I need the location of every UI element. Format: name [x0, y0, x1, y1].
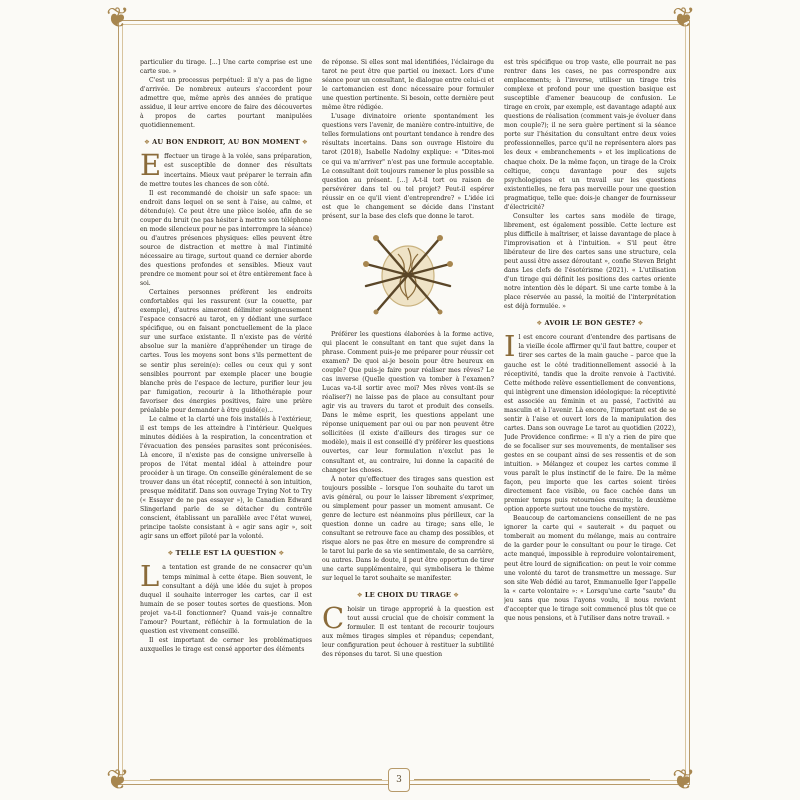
corner-flourish-icon: ❦: [672, 1, 696, 34]
drop-cap: E: [140, 148, 162, 183]
paragraph: Certaines personnes préfèrent les endroits confortables qui les rassurent (sur la couette, par exemple), d'autres aimeront délimiter soigneusement l'espace consacré au tarot, en y dédiant une surface spécifique, ou en faisant ponctuellement de la place sur une surface existante. Il n'existe pas de vérité absolue sur la manière d'appréhender un tirage de cartes. Tous les moyens sont bons s'ils permettent de se sentir plus serein(e): celles ou ceux qui y sont sensibles pourront par exemple placer une bougie blanche près de l'espace de lecture, purifier leur jeu par fumigation, recourir à la lithothérapie pour favoriser des énergies positives, faire une prière préalable pour demander à être guidé(e)...: [140, 289, 312, 414]
paragraph: Il est recommandé de choisir un safe space: un endroit dans lequel on se sent à l'aise, au calme, et détendu(e). Ce peut être une pièce isolée, afin de se couper du bruit (ne pas hésiter à mettre son téléphone en mode silencieux pour ne pas interrompre la séance) ou d'autres présences physiques: elles peuvent être source de distraction et mettre à mal l'intimité nécessaire au tirage, surtout quand ce dernier aborde des questions profondes et sensibles. Mieux vaut prendre ce moment pour soi et être entièrement face à soi.: [140, 189, 312, 288]
drop-cap: I: [504, 329, 516, 364]
footer-rule: [414, 779, 650, 780]
fleuron-icon: ❖: [453, 591, 460, 600]
paragraph: particulier du tirage. [...] Une carte comprise est une carte sue. »: [140, 59, 312, 76]
corner-flourish-icon: ❦: [106, 1, 130, 34]
fleuron-icon: ❖: [637, 319, 644, 328]
paragraph: Le calme et la clarté une fois installés à l'extérieur, il est temps de les atteindre à l'intérieur. Quelques minutes dédiées à la respiration, la concentration et l'évacuation des pensées parasites sont préconisées. Là encore, il n'existe pas de consigne universelle à propos de l'état mental idéal à atteindre pour procéder à un tirage. On conseille généralement de se trouver dans un état réceptif, connecté à son intuition, presque méditatif. Dans son ouvrage Trying Not to Try (« Essayer de ne pas essayer »), le Canadien Edward Slingerland parle de se détacher du contrôle conscient, établissant un parallèle avec l'état wuwei, principe taoïste consistant à « agir sans agir », soit agir sans un effort piloté par la volonté.: [140, 415, 312, 541]
footer-rule: [150, 779, 382, 780]
paragraph: Beaucoup de cartomanciens conseillent de ne pas ignorer la carte qui « sauterait » du paquet ou tomberait au moment du mélange, mais au contraire de la garder pour le consultant ou pour le tirage. Cet acte manqué, impossible à reproduire volontairement, peut être lourd de signification: on peut le voir comme une volonté du tarot de transmettre un message. Sur son site Web dédié au tarot, Emmanuelle Iger l'appelle la « carte volontaire »: « Lorsqu'une carte "saute" du jeu sans que nous l'ayons voulu, il nous revient d'accepter que le tirage soit commencé plus tôt que ce que nous pensions, et à l'utiliser dans notre travail. »: [504, 515, 676, 622]
section-heading: ❖ TELLE EST LA QUESTION ❖: [167, 549, 285, 558]
column-3: [504, 58, 676, 730]
corner-flourish-icon: ❦: [106, 763, 130, 796]
column-1: [140, 58, 312, 730]
fleuron-icon: ❖: [356, 591, 363, 600]
paragraph: est très spécifique ou trop vaste, elle pourrait ne pas rentrer dans les cases, ne pas correspondre aux emplacements; à l'inverse, utiliser un tirage très complexe et profond pour une question basique est susceptible d'amener beaucoup de confusion. Le tirage en croix, par exemple, est davantage adapté aux questions de réalisation (comment vais-je évoluer dans mon couple?); il ne sera guère pertinent si la séance porte sur l'hésitation du consultant entre deux voies professionnelles, parce qu'il ne représentera alors pas les deux « embranchements » et les implications de chaque choix. De la même façon, un tirage de la Croix celtique, conçu davantage pour des sujets psychologiques et un travail sur les questions existentielles, ne fera pas merveille pour une question pragmatique, telle que: dois-je changer de fournisseur d'électricité?: [504, 59, 676, 211]
paragraph: Il est important de cerner les problématiques auxquelles le tirage est censé apporter des éléments: [140, 636, 312, 653]
column-2: [322, 58, 494, 730]
crossed-wands-icon: [348, 224, 468, 324]
paragraph: Consulter les cartes sans modèle de tirage, librement, est également possible. Cette lecture est plus difficile à maîtriser, et laisse davantage de place à l'improvisation et à l'intuition. « S'il peut être libérateur de lire des cartes sans une structure, cela peut aussi être assez déroutant », confie Steven Bright dans Les clefs de l'ésotérisme (2021). « L'utilisation d'un tirage qui définit les positions des cartes oriente notre intention dès le départ. Si une carte tombe à la place réservée au passé, la moitié de l'interprétation est déjà formulée. »: [504, 212, 676, 311]
fleuron-icon: ❖: [278, 549, 285, 558]
drop-cap: L: [140, 559, 160, 594]
paragraph: L'usage divinatoire oriente spontanément les questions vers l'avenir, de manière contre-intuitive, de telles formulations ont pourtant tendance à rendre des résultats incertains. Dans son ouvrage Histoire du tarot (2018), Isabelle Nadolny explique: « "Dites-moi ce qui va m'arriver" n'est pas une formule acceptable. Le consultant doit toujours ramener le plus possible sa question au présent. [...] A-t-il tort ou raison de persévérer dans tel ou tel projet? Peut-il espérer réussir en ce qu'il vient d'entreprendre? » L'idée ici est que le changement se décide dans l'instant présent, sur la base des clefs que donne le tarot.: [322, 113, 494, 220]
section-heading: ❖ AU BON ENDROIT, AU BON MOMENT ❖: [143, 138, 309, 147]
paragraph: Effectuer un tirage à la volée, sans préparation, est susceptible de donner des résultats incertains. Mieux vaut préparer le terrain afin de mettre toutes les chances de son côté.: [140, 148, 312, 188]
fleuron-icon: ❖: [301, 138, 309, 147]
paragraph: de réponse. Si elles sont mal identifiées, l'éclairage du tarot ne peut être que partiel ou inexact. Lors d'une séance pour un consultant, le dialogue entre celui-ci et le cartomancien est donc nécessaire pour formuler une question pertinente. Si besoin, cette dernière peut même être rédigée.: [322, 59, 494, 112]
page-number: 3: [388, 768, 410, 792]
page-content: [140, 58, 676, 730]
fleuron-icon: ❖: [536, 319, 543, 328]
paragraph: La tentation est grande de ne consacrer qu'un temps minimal à cette étape. Bien souvent, le consultant a déjà une idée du sujet à propos duquel il souhaite interroger les cartes, car il est humain de se poser toutes sortes de questions. Mon projet va-t-il fonctionner? Quand vais-je connaître l'amour? Pourtant, réfléchir à la formulation de la question est vivement conseillé.: [140, 559, 312, 635]
section-heading: ❖ LE CHOIX DU TIRAGE ❖: [356, 591, 460, 600]
section-heading: ❖ AVOIR LE BON GESTE? ❖: [536, 319, 644, 328]
paragraph: Il est encore courant d'entendre des partisans de la vieille école affirmer qu'il faut battre, couper et tirer ses cartes de la main gauche – parce que la gauche est le côté traditionnellement associé à la réceptivité, tandis que la droite renvoie à l'activité. Cette méthode relève essentiellement de conventions, qui intègrent une dimension idéologique: la réceptivité est associée au féminin et au passé, l'activité au masculin et à l'avenir. Là encore, l'important est de se sentir à l'aise et ouvert lors de la manipulation des cartes. Dans son ouvrage Le tarot au quotidien (2022), Jude Providence confirme: « Il n'y a rien de pire que de se focaliser sur ses mouvements, de mentaliser ses gestes en se coupant ainsi de ses ressentis et de son intuition. » Mélangez et coupez les cartes comme il vous paraît le plus instinctif de le faire. De la même façon, peu importe que les cartes soient tirées directement face visible, ou face cachée dans un premier temps puis retournées ensuite; la deuxième option apporte surtout une touche de mystère.: [504, 329, 676, 514]
paragraph: Choisir un tirage approprié à la question est tout aussi crucial que de choisir comment la formuler. Il est tentant de recourir toujours aux mêmes tirages simples et répandus; cependant, leur configuration peut échouer à restituer la subtilité des réponses du tarot. Si une question: [322, 601, 494, 659]
corner-flourish-icon: ❦: [672, 763, 696, 796]
drop-cap: C: [322, 601, 345, 636]
fleuron-icon: ❖: [143, 138, 151, 147]
paragraph: À noter qu'effectuer des tirages sans question est toujours possible – lorsque l'on souhaite du tarot un avis général, ou pour le laisser librement s'exprimer, ou simplement pour passer un moment amusant. Ce genre de lecture est néanmoins plus périlleux, car la question donne un cadre au tirage; sans elle, le consultant se retrouve face au champ des possibles, et risque alors ne pas être en mesure de comprendre si le tarot lui parle de sa vie sentimentale, de sa carrière, ou autres. Dans le doute, il peut être opportun de tirer une carte supplémentaire, qui symbolisera le thème sur lequel le tarot souhaite se manifester.: [322, 475, 494, 583]
paragraph: C'est un processus perpétuel: il n'y a pas de ligne d'arrivée. De nombreux auteurs s'accordent pour admettre que, même après des années de pratique assidue, il leur arrive encore de faire des découvertes à propos de cartes pourtant manipulées quotidiennement.: [140, 77, 312, 130]
paragraph: Préférer les questions élaborées à la forme active, qui placent le consultant en tant que sujet dans la phrase. Comment puis-je me préparer pour réussir cet examen? De quoi ai-je besoin pour être heureux en couple? Que puis-je faire pour réaliser mes rêves? Le cas inverse (Quelle question va tomber à l'examen? Lucas va-t-il sortir avec moi? Mes rêves vont-ils se réaliser?) ne laisse pas de place au consultant pour agir vis au travers du tarot et produit des conseils. Dans le même esprit, les questions appelant une réponse uniquement par oui ou par non peuvent être sollicitées (il existe d'ailleurs des tirages sur ce modèle), mais il est conseillé d'y préférer les questions ouvertes, car leur formulation n'exclut pas le consultant et, au contraire, lui donne la capacité de changer les choses.: [322, 330, 494, 474]
fleuron-icon: ❖: [167, 549, 174, 558]
